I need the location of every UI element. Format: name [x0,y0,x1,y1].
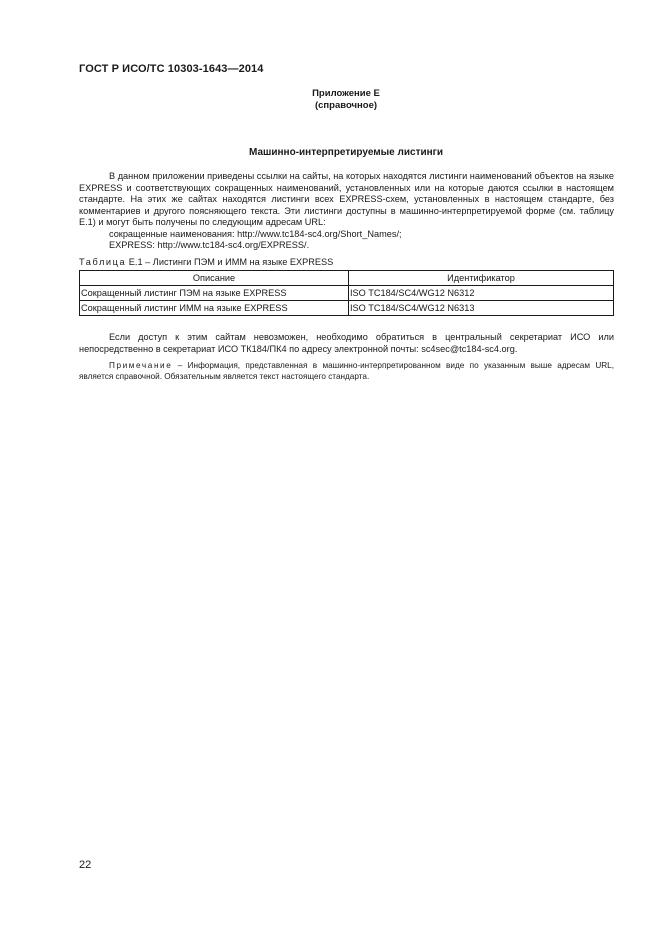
appendix-subtitle: (справочное) [314,100,378,111]
intro-paragraph: В данном приложении приведены ссылки на сайты, на которых находятся листинги наименований объектов на языке EXPRESS и соответствующих сокращенных наименований, установленных или на которые даются ссылки в настоящем стандарте. На этих же сайтах находятся листинги всех EXPRESS-схем, установленных в настоящем стандарте, без комментариев и другого поясняющего текста. Эти листинги доступны в машинно-интерпретируемой форме (см. таблицу Е.1) и могут быть получены по следующим адресам URL: [79,171,614,227]
appendix-title: Приложение Е [312,88,380,99]
note-paragraph [79,361,614,382]
page-number: 22 [79,859,92,871]
table-caption-text: Е.1 – Листинги ПЭМ и ИММ на языке EXPRESS [126,257,334,267]
access-block [79,332,614,355]
table-cell-identifier: ISO TC184/SC4/WG12 N6312 [349,286,614,301]
intro-block [79,171,614,252]
table-cell-description: Сокращенный листинг ПЭМ на языке EXPRESS [80,286,349,301]
table-header-row [80,271,614,286]
table-row [80,286,614,301]
note-label: Примечание [109,361,173,370]
table-row [80,301,614,316]
note-text: – Информация, представленная в машинно-интерпретированном виде по указанным выше адресам URL, является справочной. Обязательным является текст настоящего стандарта. [79,361,614,381]
table-cell-description: Сокращенный листинг ИММ на языке EXPRESS [80,301,349,316]
table-cell-identifier: ISO TC184/SC4/WG12 N6313 [349,301,614,316]
table-header-identifier: Идентификатор [349,271,614,286]
short-names-url-line: сокращенные наименования: http://www.tc184-sc4.org/Short_Names/; [109,228,402,239]
table-caption-word: Таблица [79,257,127,267]
express-url-line: EXPRESS: http://www.tc184-sc4.org/EXPRESS/. [109,240,310,250]
table-caption [79,257,333,267]
note-block [79,361,614,382]
appendix-heading [0,88,661,112]
table-header-description: Описание [80,271,349,286]
standard-header: ГОСТ Р ИСО/ТС 10303-1643—2014 [79,63,264,75]
listings-table [79,270,614,316]
access-paragraph: Если доступ к этим сайтам невозможен, необходимо обратиться в центральный секретариат ИСО или непосредственно в секретариат ИСО ТК184/ПК4 по адресу электронной почты: sc4sec@tc184-sc4.org. [79,332,614,354]
section-title: Машинно-интерпретируемые листинги [249,147,443,158]
